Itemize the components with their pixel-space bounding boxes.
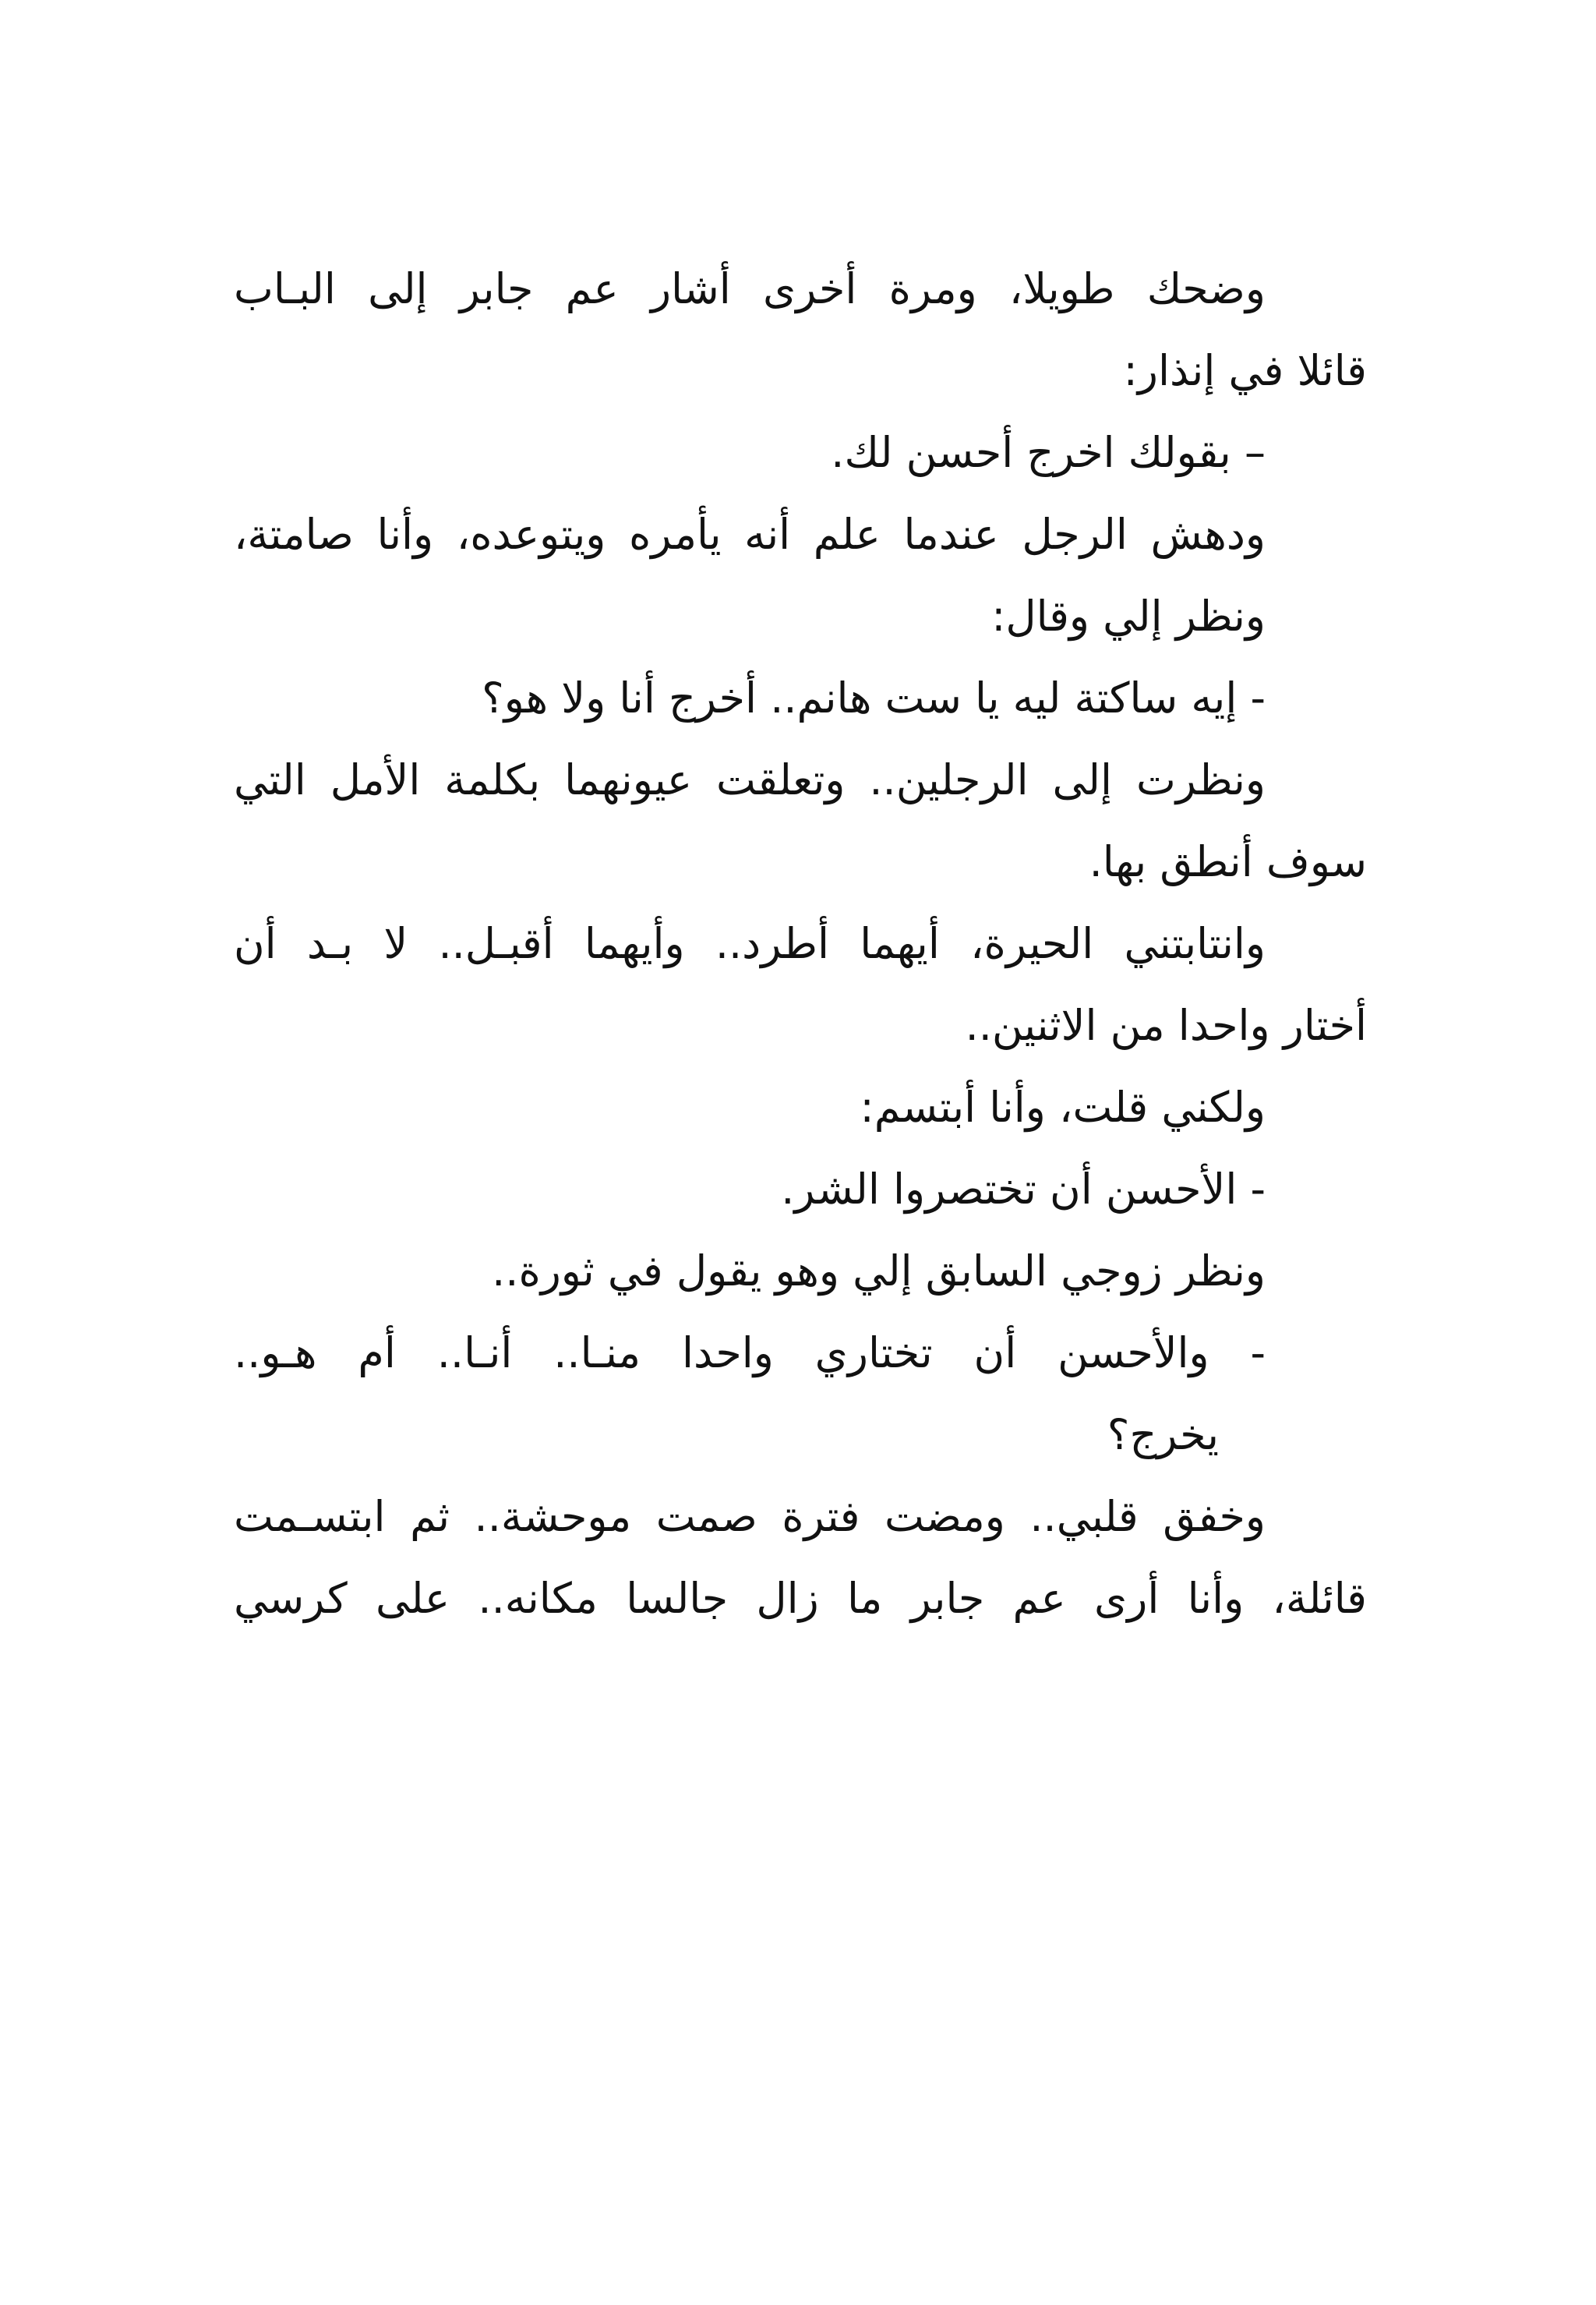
text-line: وخفق قلبي.. ومضت فترة صمت موحشة.. ثم ابتسـمت: [234, 1492, 1266, 1541]
text-line: سوف أنطق بها.: [1089, 837, 1367, 886]
text-line: ولكني قلت، وأنا أبتسم:: [860, 1083, 1266, 1132]
text-line: قائلة، وأنا أرى عم جابر ما زال جالسا مكانه.. على كرسي: [234, 1574, 1367, 1623]
text-line: قائلا في إنذار:: [1123, 346, 1367, 395]
text-line: ودهش الرجل عندما علم أنه يأمره ويتوعده، وأنا صامتة،: [234, 510, 1266, 559]
text-line: يخرج؟: [1107, 1410, 1219, 1459]
text-line: ونظر زوجي السابق إلي وهو يقول في ثورة..: [492, 1246, 1266, 1296]
text-line: وضحك طويلا، ومرة أخرى أشار عم جابر إلى البـاب: [234, 264, 1266, 313]
text-line: ونظر إلي وقال:: [991, 592, 1266, 641]
text-line: - والأحسن أن تختاري واحدا منـا.. أنـا.. أم هـو..: [234, 1328, 1266, 1377]
text-line: - إيه ساكتة ليه يا ست هانم.. أخرج أنا ولا هو؟: [482, 673, 1266, 723]
text-line: – بقولك اخرج أحسن لك.: [831, 428, 1266, 477]
text-line: أختار واحدا من الاثنين..: [965, 1001, 1367, 1050]
story-text: [234, 248, 1367, 1639]
text-line: وانتابتني الحيرة، أيهما أطرد.. وأيهما أقبـل.. لا بـد أن: [234, 919, 1266, 968]
text-line: - الأحسن أن تختصروا الشر.: [781, 1165, 1266, 1214]
text-line: ونظرت إلى الرجلين.. وتعلقت عيونهما بكلمة الأمل التي: [234, 755, 1266, 804]
